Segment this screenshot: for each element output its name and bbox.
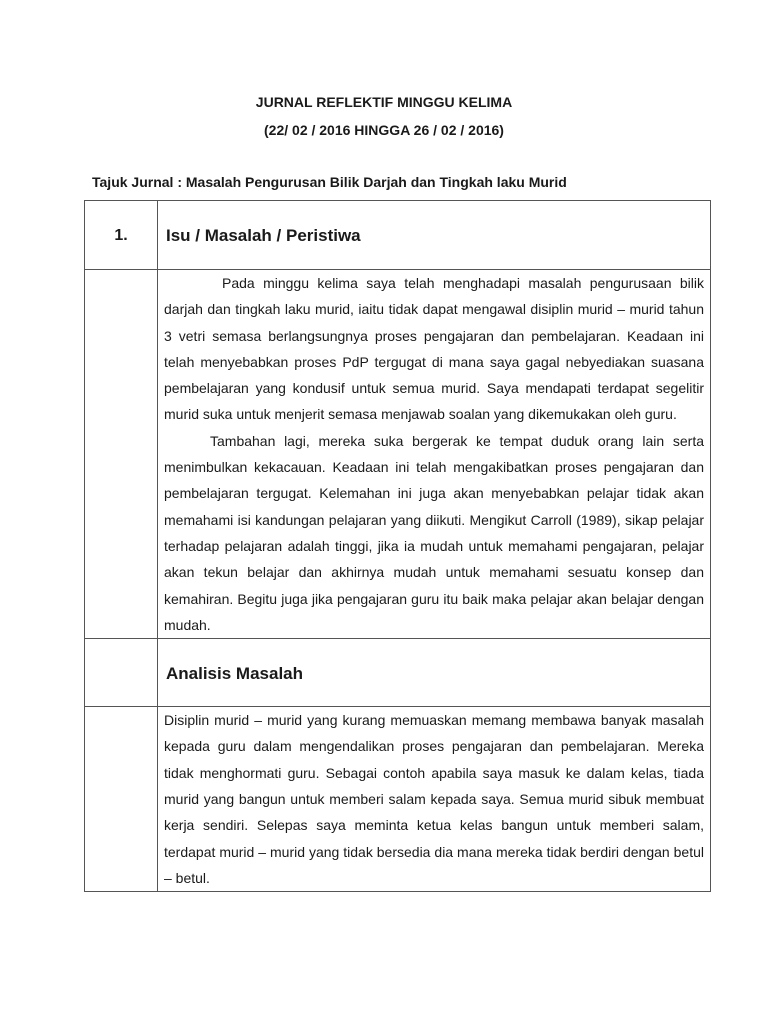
date-range: (22/ 02 / 2016 HINGGA 26 / 02 / 2016) xyxy=(264,122,504,138)
section-body-cell xyxy=(158,707,711,892)
issue-text xyxy=(158,270,710,638)
journal-table xyxy=(84,200,711,892)
section-number xyxy=(85,639,157,665)
section-number: 1. xyxy=(114,227,128,244)
paragraph: Tambahan lagi, mereka suka bergerak ke tempat duduk orang lain serta menimbulkan kekacauan. Keadaan ini telah mengakibatkan proses pengajaran dan pembelajaran tergugat. Kelemahan ini juga akan menyebabkan pelajar tidak akan memahami isi kandungan pelajaran yang diikuti. Mengikut Carroll (1989), sikap pelajar terhadap pelajaran adalah tinggi, jika ia mudah untuk memahami pengajaran, pelajar akan tekun belajar dan akhirnya mudah untuk memahami sesuatu konsep dan kemahiran. Begitu juga jika pengajaran guru itu baik maka pelajar akan belajar dengan mudah. xyxy=(164,432,704,633)
table-row xyxy=(85,707,711,892)
section-heading-cell xyxy=(158,639,711,707)
section-number-cell xyxy=(85,639,158,707)
paragraph: Disiplin murid – murid yang kurang memuaskan memang membawa banyak masalah kepada guru dalam mengendalikan proses pengajaran dan pembelajaran. Mereka tidak menghormati guru. Sebagai contoh apabila saya masuk ke dalam kelas, tiada murid yang bangun untuk memberi salam kepada saya. Semua murid sibuk membuat kerja sendiri. Selepas saya meminta ketua kelas bangun untuk memberi salam, terdapat murid – murid yang tidak bersedia dia mana mereka tidak berdiri dengan betul – betul. xyxy=(164,712,704,886)
empty-cell xyxy=(85,270,158,639)
section-number-cell xyxy=(85,201,158,270)
table-row xyxy=(85,639,711,707)
document-title: JURNAL REFLEKTIF MINGGU KELIMA xyxy=(255,94,513,110)
section-body-cell xyxy=(158,270,711,639)
journal-subject: Tajuk Jurnal : Masalah Pengurusan Bilik Darjah dan Tingkah laku Murid xyxy=(92,174,567,190)
section-heading-analysis: Analisis Masalah xyxy=(166,664,304,684)
table-row xyxy=(85,270,711,639)
paragraph: Pada minggu kelima saya telah menghadapi masalah pengurusaan bilik darjah dan tingkah laku murid, iaitu tidak dapat mengawal disiplin murid – murid tahun 3 vetri semasa berlangsungnya proses pengajaran dan pembelajaran. Keadaan ini telah menyebabkan proses PdP tergugat di mana saya gagal nebyediakan suasana pembelajaran yang kondusif untuk semua murid. Saya mendapati terdapat segelitir murid suka untuk menjerit semasa menjawab soalan yang dikemukakan oleh guru. xyxy=(164,275,704,423)
section-heading-issue: Isu / Masalah / Peristiwa xyxy=(166,226,361,245)
empty-cell xyxy=(85,707,158,892)
analysis-text xyxy=(158,707,710,891)
section-heading-cell xyxy=(158,201,711,270)
table-row xyxy=(85,201,711,270)
